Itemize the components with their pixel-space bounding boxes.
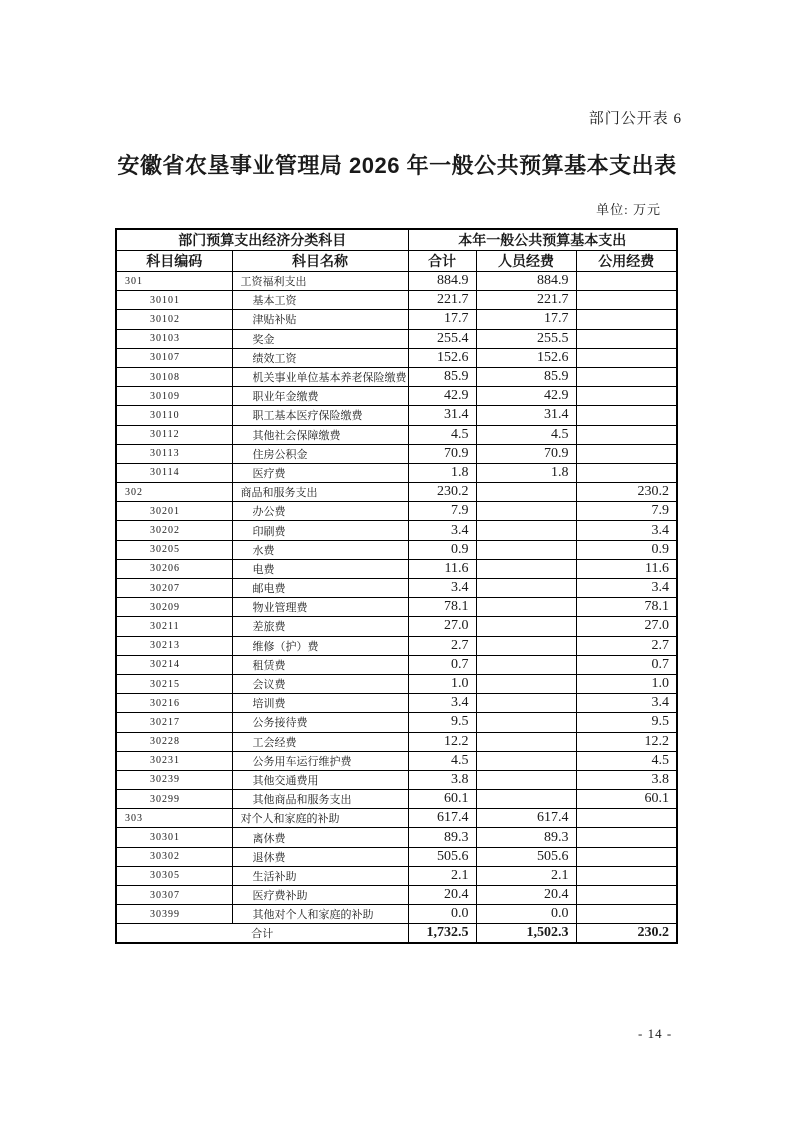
subject-code-cell: 30307 (116, 886, 232, 905)
subject-name-cell: 医疗费补助 (232, 886, 408, 905)
total-value-cell: 0.9 (408, 540, 476, 559)
total-value-cell: 89.3 (408, 828, 476, 847)
table-header-group-row (116, 229, 677, 251)
public-funds-value-cell (576, 310, 677, 329)
subject-name-cell: 办公费 (232, 502, 408, 521)
public-funds-value-cell (576, 809, 677, 828)
personnel-value-cell: 17.7 (476, 310, 576, 329)
total-value-cell: 20.4 (408, 886, 476, 905)
total-value-cell: 3.4 (408, 521, 476, 540)
public-funds-value-cell (576, 387, 677, 406)
personnel-value-cell (476, 732, 576, 751)
subject-name-cell: 其他商品和服务支出 (232, 790, 408, 809)
total-value-cell: 617.4 (408, 809, 476, 828)
personnel-value-cell: 152.6 (476, 348, 576, 367)
total-value-cell: 1.0 (408, 674, 476, 693)
public-funds-value-cell: 2.7 (576, 636, 677, 655)
subject-name-cell: 维修（护）费 (232, 636, 408, 655)
table-row (116, 387, 677, 406)
personnel-value-cell (476, 483, 576, 502)
public-funds-value-cell: 7.9 (576, 502, 677, 521)
subject-name-cell: 培训费 (232, 694, 408, 713)
table-row (116, 367, 677, 386)
subject-name-cell: 租赁费 (232, 655, 408, 674)
public-funds-value-cell (576, 348, 677, 367)
table-row (116, 713, 677, 732)
subject-code-cell: 30101 (116, 291, 232, 310)
total-value-cell: 3.8 (408, 770, 476, 789)
subject-name-cell: 职业年金缴费 (232, 387, 408, 406)
header-classification-group: 部门预算支出经济分类科目 (116, 229, 408, 251)
public-funds-value-cell: 0.9 (576, 540, 677, 559)
unit-label: 单位: 万元 (596, 202, 661, 217)
public-funds-value-cell (576, 886, 677, 905)
total-value-cell: 2.7 (408, 636, 476, 655)
budget-table (115, 228, 678, 944)
personnel-value-cell (476, 694, 576, 713)
subject-name-cell: 离休费 (232, 828, 408, 847)
subject-name-cell: 绩效工资 (232, 348, 408, 367)
personnel-value-cell: 221.7 (476, 291, 576, 310)
total-value-cell: 9.5 (408, 713, 476, 732)
subject-name-cell: 其他对个人和家庭的补助 (232, 905, 408, 924)
table-body (116, 272, 677, 944)
personnel-value-cell (476, 502, 576, 521)
public-funds-value-cell: 3.4 (576, 694, 677, 713)
table-row (116, 348, 677, 367)
public-funds-value-cell: 4.5 (576, 751, 677, 770)
total-value-cell: 42.9 (408, 387, 476, 406)
public-funds-value-cell (576, 905, 677, 924)
total-value-cell: 505.6 (408, 847, 476, 866)
personnel-value-cell: 1,502.3 (476, 924, 576, 943)
subject-name-cell: 工资福利支出 (232, 272, 408, 291)
total-value-cell: 12.2 (408, 732, 476, 751)
table-row (116, 886, 677, 905)
personnel-value-cell (476, 751, 576, 770)
total-value-cell: 70.9 (408, 444, 476, 463)
total-value-cell: 31.4 (408, 406, 476, 425)
total-value-cell: 0.7 (408, 655, 476, 674)
subject-code-cell: 30209 (116, 598, 232, 617)
subject-code-cell: 302 (116, 483, 232, 502)
personnel-value-cell: 255.5 (476, 329, 576, 348)
subject-name-cell: 商品和服务支出 (232, 483, 408, 502)
personnel-value-cell (476, 540, 576, 559)
personnel-value-cell: 42.9 (476, 387, 576, 406)
total-value-cell: 230.2 (408, 483, 476, 502)
total-value-cell: 7.9 (408, 502, 476, 521)
public-funds-value-cell: 3.8 (576, 770, 677, 789)
total-value-cell: 60.1 (408, 790, 476, 809)
page-number: - 14 - (638, 1026, 673, 1041)
public-funds-value-cell: 78.1 (576, 598, 677, 617)
subject-name-cell: 印刷费 (232, 521, 408, 540)
subject-code-cell: 30107 (116, 348, 232, 367)
public-funds-value-cell: 11.6 (576, 559, 677, 578)
personnel-value-cell (476, 636, 576, 655)
subject-name-cell: 电费 (232, 559, 408, 578)
subject-code-cell: 30399 (116, 905, 232, 924)
total-value-cell: 4.5 (408, 425, 476, 444)
subject-name-cell: 物业管理费 (232, 598, 408, 617)
subject-name-cell: 其他交通费用 (232, 770, 408, 789)
total-value-cell: 3.4 (408, 579, 476, 598)
subject-name-cell: 邮电费 (232, 579, 408, 598)
subject-code-cell: 30112 (116, 425, 232, 444)
subject-code-cell: 30239 (116, 770, 232, 789)
subject-name-cell: 公务用车运行维护费 (232, 751, 408, 770)
total-value-cell: 1,732.5 (408, 924, 476, 943)
subject-name-cell: 奖金 (232, 329, 408, 348)
table-row (116, 291, 677, 310)
subject-code-cell: 30211 (116, 617, 232, 636)
subject-code-cell: 30207 (116, 579, 232, 598)
subject-name-cell: 医疗费 (232, 463, 408, 482)
subject-code-cell: 30215 (116, 674, 232, 693)
total-value-cell: 152.6 (408, 348, 476, 367)
table-row (116, 809, 677, 828)
personnel-value-cell: 4.5 (476, 425, 576, 444)
table-row (116, 483, 677, 502)
table-column-header-row (116, 251, 677, 272)
table-row (116, 540, 677, 559)
table-row (116, 444, 677, 463)
personnel-value-cell (476, 617, 576, 636)
public-funds-value-cell (576, 425, 677, 444)
subject-name-cell: 对个人和家庭的补助 (232, 809, 408, 828)
personnel-value-cell (476, 790, 576, 809)
subject-code-cell: 303 (116, 809, 232, 828)
public-funds-value-cell (576, 367, 677, 386)
total-value-cell: 4.5 (408, 751, 476, 770)
subject-name-cell: 退休费 (232, 847, 408, 866)
subject-code-cell: 30114 (116, 463, 232, 482)
personnel-value-cell (476, 559, 576, 578)
personnel-value-cell: 617.4 (476, 809, 576, 828)
col-header-total: 合计 (408, 251, 476, 272)
total-value-cell: 0.0 (408, 905, 476, 924)
subject-code-cell: 30228 (116, 732, 232, 751)
personnel-value-cell (476, 579, 576, 598)
total-value-cell: 3.4 (408, 694, 476, 713)
page-title: 安徽省农垦事业管理局 2026 年一般公共预算基本支出表 (117, 153, 677, 178)
table-row (116, 694, 677, 713)
col-header-public-funds: 公用经费 (576, 251, 677, 272)
subject-name-cell: 其他社会保障缴费 (232, 425, 408, 444)
subject-code-cell: 30301 (116, 828, 232, 847)
table-row (116, 425, 677, 444)
personnel-value-cell: 1.8 (476, 463, 576, 482)
public-funds-value-cell: 12.2 (576, 732, 677, 751)
total-value-cell: 884.9 (408, 272, 476, 291)
col-header-personnel: 人员经费 (476, 251, 576, 272)
subject-name-cell: 生活补助 (232, 866, 408, 885)
col-header-subject-name: 科目名称 (232, 251, 408, 272)
personnel-value-cell (476, 598, 576, 617)
subject-name-cell: 基本工资 (232, 291, 408, 310)
subject-name-cell: 水费 (232, 540, 408, 559)
table-row (116, 655, 677, 674)
public-funds-value-cell (576, 828, 677, 847)
public-funds-value-cell: 27.0 (576, 617, 677, 636)
total-value-cell: 1.8 (408, 463, 476, 482)
personnel-value-cell: 505.6 (476, 847, 576, 866)
subject-code-cell: 30202 (116, 521, 232, 540)
personnel-value-cell: 85.9 (476, 367, 576, 386)
subject-code-cell: 30214 (116, 655, 232, 674)
table-row (116, 310, 677, 329)
total-value-cell: 221.7 (408, 291, 476, 310)
public-funds-value-cell (576, 463, 677, 482)
personnel-value-cell: 884.9 (476, 272, 576, 291)
public-funds-value-cell: 3.4 (576, 521, 677, 540)
total-value-cell: 255.4 (408, 329, 476, 348)
subject-code-cell: 30302 (116, 847, 232, 866)
public-funds-value-cell (576, 847, 677, 866)
table-row (116, 521, 677, 540)
total-label-cell: 合计 (116, 924, 408, 943)
subject-code-cell: 30299 (116, 790, 232, 809)
table-row (116, 751, 677, 770)
personnel-value-cell (476, 655, 576, 674)
subject-code-cell: 30109 (116, 387, 232, 406)
table-row (116, 674, 677, 693)
total-value-cell: 78.1 (408, 598, 476, 617)
public-funds-value-cell (576, 329, 677, 348)
personnel-value-cell: 70.9 (476, 444, 576, 463)
public-funds-value-cell (576, 444, 677, 463)
total-value-cell: 2.1 (408, 866, 476, 885)
table-row (116, 866, 677, 885)
table-row (116, 502, 677, 521)
public-funds-value-cell: 60.1 (576, 790, 677, 809)
subject-code-cell: 30231 (116, 751, 232, 770)
table-row (116, 847, 677, 866)
subject-code-cell: 30206 (116, 559, 232, 578)
table-total-row (116, 924, 677, 943)
personnel-value-cell: 0.0 (476, 905, 576, 924)
public-funds-value-cell: 1.0 (576, 674, 677, 693)
total-value-cell: 85.9 (408, 367, 476, 386)
personnel-value-cell: 20.4 (476, 886, 576, 905)
subject-code-cell: 30110 (116, 406, 232, 425)
total-value-cell: 11.6 (408, 559, 476, 578)
subject-name-cell: 机关事业单位基本养老保险缴费 (232, 367, 408, 386)
subject-code-cell: 30113 (116, 444, 232, 463)
subject-code-cell: 30216 (116, 694, 232, 713)
subject-name-cell: 公务接待费 (232, 713, 408, 732)
public-funds-value-cell (576, 291, 677, 310)
subject-name-cell: 职工基本医疗保险缴费 (232, 406, 408, 425)
table-row (116, 905, 677, 924)
table-row (116, 272, 677, 291)
table-row (116, 617, 677, 636)
doc-label: 部门公开表 6 (588, 111, 682, 127)
subject-code-cell: 30108 (116, 367, 232, 386)
subject-name-cell: 会议费 (232, 674, 408, 693)
table-row (116, 790, 677, 809)
table-row (116, 770, 677, 789)
public-funds-value-cell: 230.2 (576, 483, 677, 502)
subject-name-cell: 差旅费 (232, 617, 408, 636)
table-row (116, 732, 677, 751)
personnel-value-cell (476, 770, 576, 789)
public-funds-value-cell: 3.4 (576, 579, 677, 598)
subject-code-cell: 30217 (116, 713, 232, 732)
subject-code-cell: 30201 (116, 502, 232, 521)
personnel-value-cell (476, 674, 576, 693)
subject-code-cell: 30103 (116, 329, 232, 348)
personnel-value-cell: 31.4 (476, 406, 576, 425)
table-row (116, 463, 677, 482)
table-row (116, 828, 677, 847)
public-funds-value-cell: 9.5 (576, 713, 677, 732)
public-funds-value-cell (576, 866, 677, 885)
table-row (116, 406, 677, 425)
personnel-value-cell (476, 521, 576, 540)
personnel-value-cell: 2.1 (476, 866, 576, 885)
total-value-cell: 27.0 (408, 617, 476, 636)
table-row (116, 559, 677, 578)
total-value-cell: 17.7 (408, 310, 476, 329)
subject-name-cell: 津贴补贴 (232, 310, 408, 329)
personnel-value-cell (476, 713, 576, 732)
header-expenditure-group: 本年一般公共预算基本支出 (408, 229, 677, 251)
subject-code-cell: 30305 (116, 866, 232, 885)
public-funds-value-cell (576, 272, 677, 291)
subject-code-cell: 30205 (116, 540, 232, 559)
subject-name-cell: 住房公积金 (232, 444, 408, 463)
subject-name-cell: 工会经费 (232, 732, 408, 751)
personnel-value-cell: 89.3 (476, 828, 576, 847)
subject-code-cell: 30102 (116, 310, 232, 329)
table-row (116, 598, 677, 617)
subject-code-cell: 301 (116, 272, 232, 291)
table-row (116, 579, 677, 598)
table-row (116, 329, 677, 348)
subject-code-cell: 30213 (116, 636, 232, 655)
table-row (116, 636, 677, 655)
col-header-subject-code: 科目编码 (116, 251, 232, 272)
public-funds-value-cell: 0.7 (576, 655, 677, 674)
public-funds-value-cell: 230.2 (576, 924, 677, 943)
public-funds-value-cell (576, 406, 677, 425)
